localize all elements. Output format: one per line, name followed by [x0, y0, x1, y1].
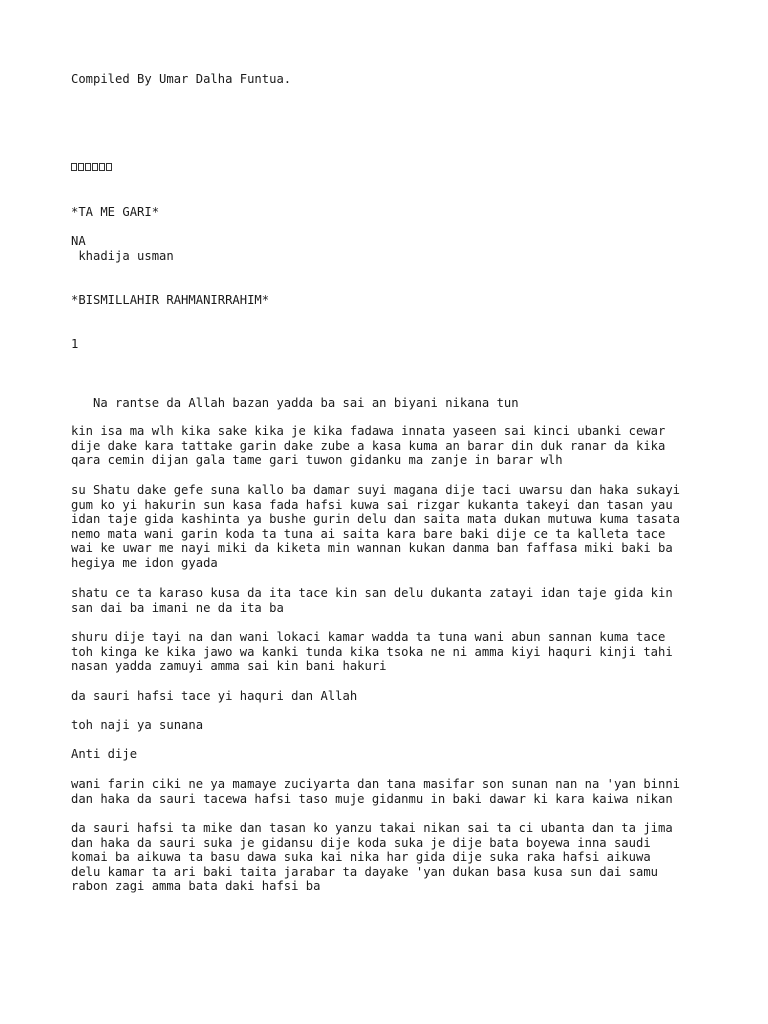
paragraph: Anti dije: [71, 747, 138, 761]
paragraph: Na rantse da Allah bazan yadda ba sai an biyani nikana tun: [71, 396, 519, 410]
missing-glyph-box: [106, 163, 112, 171]
author-name: khadija usman: [71, 249, 174, 263]
paragraph: wani farin ciki ne ya mamaye zuciyarta dan tana masifar son sunan nan na 'yan binni dan haka da sauri tacewa hafsi taso muje gidanmu in baki dawar ki kara kaiwa nikan: [71, 777, 681, 806]
chapter-number: 1: [71, 337, 79, 351]
bismillah-heading: *BISMILLAHIR RAHMANIRRAHIM*: [71, 293, 270, 307]
missing-glyph-box: [92, 163, 98, 171]
paragraph: kin isa ma wlh kika sake kika je kika fadawa innata yaseen sai kinci ubanki cewar dije dake kara tattake garin dake zube a kasa kuma an barar din duk ranar da kika qara cemin dijan gala tame gari tuwon gidanku ma zanje in barar wlh: [71, 424, 666, 468]
missing-glyph-box: [85, 163, 91, 171]
paragraph: toh naji ya sunana: [71, 718, 204, 732]
by-label: NA: [71, 234, 86, 248]
missing-glyph-box: [99, 163, 105, 171]
missing-glyph-box: [78, 163, 84, 171]
paragraph: shuru dije tayi na dan wani lokaci kamar wadda ta tuna wani abun sannan kuma tace toh kinga ke kika jawo wa kanki tunda kika tsoka ne ni amma kiyi haquri kinji tahi nasan yadda zamuyi amma sai kin bani hakuri: [71, 630, 673, 674]
story-title: *TA ME GARI*: [71, 205, 160, 219]
placeholder-glyph-boxes: [71, 163, 112, 171]
missing-glyph-box: [71, 163, 77, 171]
paragraph: su Shatu dake gefe suna kallo ba damar suyi magana dije taci uwarsu dan haka sukayi gum ko yi hakurin sun kasa fada hafsi kuwa sai rizgar kukanta takeyi dan tasan yau idan taje gida kashinta ya bushe gurin delu dan saita mata dukan mutuwa kuma tasata nemo mata wani garin koda ta tuna ai saita kara bare baki dije ce ta kalleta tace wai ke uwar me nayi miki da kiketa min wannan kukan danma ban faffasa miki baki ba hegiya me idon gyada: [71, 483, 681, 570]
paragraph: da sauri hafsi tace yi haquri dan Allah: [71, 689, 358, 703]
paragraph: da sauri hafsi ta mike dan tasan ko yanzu takai nikan sai ta ci ubanta dan ta jima dan haka da sauri suka je gidansu dije koda suka je dije bata boyewa inna saudi komai ba aikuwa ta basu dawa suka kai nika har gida dije suka raka hafsi aikuwa delu kamar ta ari baki taita jarabar ta dayake 'yan dukan basa kusa sun dai samu rabon zagi amma bata daki hafsi ba: [71, 821, 673, 894]
paragraph: shatu ce ta karaso kusa da ita tace kin san delu dukanta zatayi idan taje gida kin san dai ba imani ne da ita ba: [71, 586, 673, 615]
compiled-by-line: Compiled By Umar Dalha Funtua.: [71, 72, 292, 86]
